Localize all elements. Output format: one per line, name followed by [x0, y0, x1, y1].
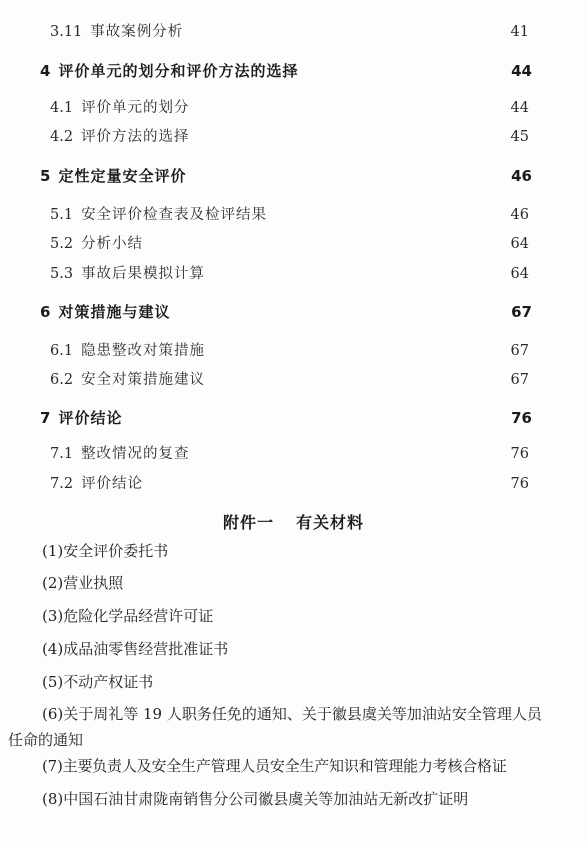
toc-number: 5	[40, 167, 51, 185]
toc-number: 7.1	[50, 446, 74, 462]
toc-page-number: 64	[510, 266, 529, 282]
toc-leader-dots	[196, 442, 505, 466]
toc-title: 事故案例分析	[90, 24, 184, 40]
toc-title: 安全评价检查表及检评结果	[81, 207, 268, 223]
annex-item: (3)危险化学品经营许可证	[42, 607, 214, 625]
toc-entry-5-1[interactable]	[0, 203, 587, 227]
annex-heading-title: 有关材料	[296, 513, 365, 532]
toc-title: 评价结论	[58, 409, 123, 427]
toc-leader-dots	[149, 472, 504, 496]
toc-title: 事故后果模拟计算	[81, 266, 206, 282]
toc-leader-dots	[192, 164, 505, 188]
toc-number: 5.1	[50, 207, 74, 223]
toc-title: 安全对策措施建议	[81, 372, 206, 388]
toc-entry-5-2[interactable]	[0, 232, 587, 256]
annex-item: (6)关于周礼等 19 人职务任免的通知、关于徽县虞关等加油站安全管理人员任命的通知	[8, 705, 542, 749]
toc-page-number: 44	[511, 62, 532, 80]
toc-leader-dots	[128, 406, 505, 430]
toc-leader-dots	[211, 262, 504, 286]
toc-title: 分析小结	[81, 236, 144, 252]
toc-entry-4-1[interactable]	[0, 96, 587, 120]
toc-entry-4-2[interactable]	[0, 125, 587, 149]
toc-number: 4.2	[50, 129, 74, 145]
toc-title: 整改情况的复查	[81, 446, 190, 462]
toc-entry-6[interactable]	[0, 300, 587, 324]
toc-page-number: 76	[510, 476, 529, 492]
toc-leader-dots	[176, 300, 505, 324]
toc-page-number: 76	[511, 409, 532, 427]
toc-page-number: 67	[511, 303, 532, 321]
toc-entry-3-11[interactable]	[0, 20, 587, 44]
toc-number: 6.2	[50, 372, 74, 388]
toc-number: 5.2	[50, 236, 74, 252]
toc-page-number: 46	[511, 167, 532, 185]
toc-title: 定性定量安全评价	[58, 167, 187, 185]
toc-entry-6-2[interactable]	[0, 368, 587, 392]
toc-entry-5[interactable]	[0, 164, 587, 188]
toc-number: 7.2	[50, 476, 74, 492]
annex-heading-label: 附件一	[222, 513, 274, 532]
toc-leader-dots	[149, 232, 504, 256]
toc-leader-dots	[211, 339, 504, 363]
annex-item: (2)营业执照	[42, 574, 124, 592]
toc-page-number: 67	[510, 343, 529, 359]
toc-leader-dots	[196, 125, 505, 149]
toc-entry-7[interactable]	[0, 406, 587, 430]
annex-heading	[0, 510, 587, 533]
toc-page-number: 45	[510, 129, 529, 145]
toc-leader-dots	[304, 59, 505, 83]
toc-leader-dots	[273, 203, 504, 227]
toc-page-number: 67	[510, 372, 529, 388]
toc-page-number: 76	[510, 446, 529, 462]
toc-title: 评价方法的选择	[81, 129, 190, 145]
toc-page-number: 41	[510, 24, 529, 40]
annex-item: (1)安全评价委托书	[42, 542, 169, 560]
annex-item: (7)主要负责人及安全生产管理人员安全生产知识和管理能力考核合格证	[42, 757, 507, 775]
annex-item: (4)成品油零售经营批准证书	[42, 640, 229, 658]
toc-number: 3.11	[50, 24, 83, 40]
toc-entry-6-1[interactable]	[0, 339, 587, 363]
toc-number: 4.1	[50, 100, 74, 116]
toc-number: 5.3	[50, 266, 74, 282]
toc-entry-7-1[interactable]	[0, 442, 587, 466]
toc-title: 评价单元的划分	[81, 100, 190, 116]
toc-number: 6.1	[50, 343, 74, 359]
toc-title: 评价单元的划分和评价方法的选择	[58, 62, 299, 80]
toc-leader-dots	[189, 20, 504, 44]
toc-title: 对策措施与建议	[58, 303, 171, 321]
toc-leader-dots	[211, 368, 504, 392]
toc-leader-dots	[196, 96, 505, 120]
toc-number: 6	[40, 303, 51, 321]
toc-entry-4[interactable]	[0, 59, 587, 83]
annex-item: (8)中国石油甘肃陇南销售分公司徽县虞关等加油站无新改扩证明	[42, 790, 469, 808]
toc-title: 评价结论	[81, 476, 144, 492]
toc-page-number: 64	[510, 236, 529, 252]
toc-number: 7	[40, 409, 51, 427]
toc-entry-5-3[interactable]	[0, 262, 587, 286]
toc-page-number: 44	[510, 100, 529, 116]
toc-title: 隐患整改对策措施	[81, 343, 206, 359]
toc-page-number: 46	[510, 207, 529, 223]
toc-entry-7-2[interactable]	[0, 472, 587, 496]
toc-number: 4	[40, 62, 51, 80]
annex-item: (5)不动产权证书	[42, 673, 154, 691]
